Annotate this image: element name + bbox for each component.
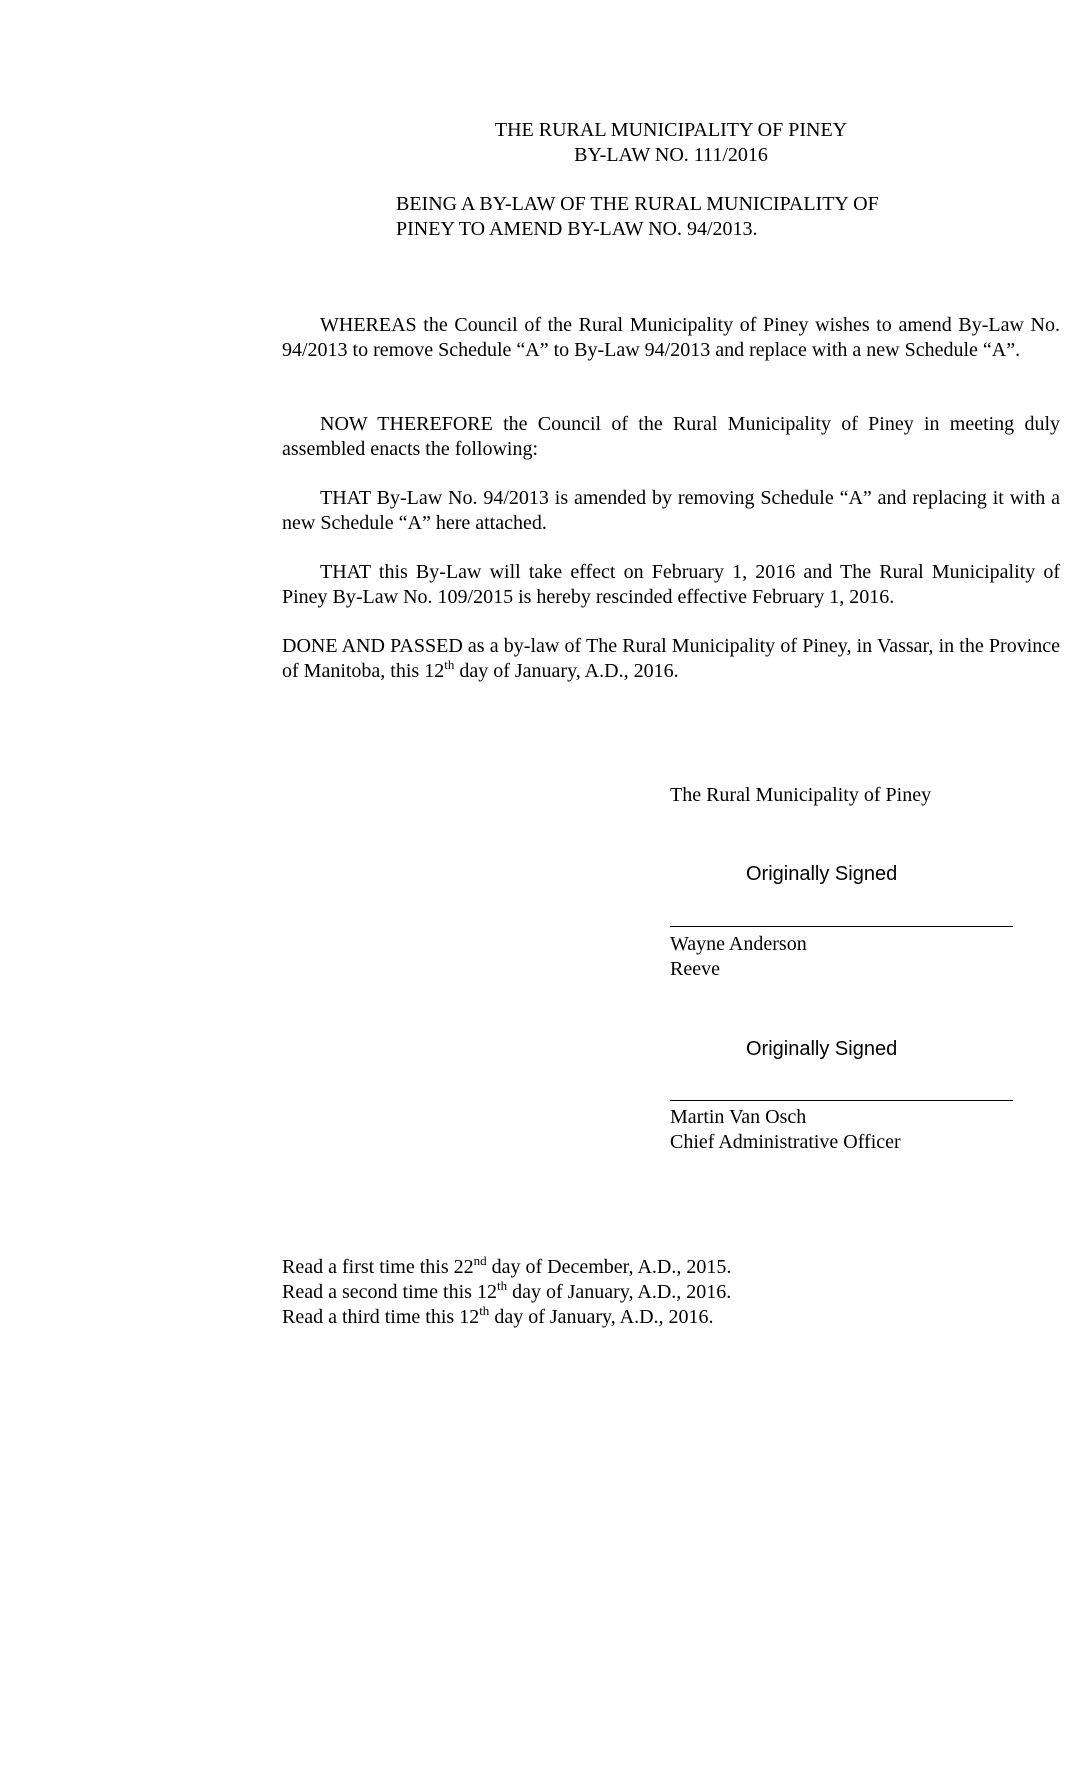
signer2-signature-line [670, 1100, 1013, 1101]
subtitle-line-2: PINEY TO AMEND BY-LAW NO. 94/2013. [396, 218, 758, 240]
signer1-signature-line [670, 926, 1013, 927]
signing-entity: The Rural Municipality of Piney [670, 784, 932, 806]
reading-third: Read a third time this 12th day of January, A.D., 2016. [282, 1303, 714, 1328]
municipality-title: THE RURAL MUNICIPALITY OF PINEY [494, 119, 848, 141]
done-text-end: day of January, A.D., 2016. [454, 660, 679, 682]
bylaw-subtitle [396, 192, 879, 242]
now-therefore-paragraph: NOW THEREFORE the Council of the Rural Municipality of Piney in meeting duly assembled enacts the following: [282, 413, 1060, 460]
done-and-passed-paragraph [282, 634, 1060, 684]
signer1-signed-note: Originally Signed [746, 863, 898, 885]
signer1-title: Reeve [670, 958, 720, 980]
signer1-name: Wayne Anderson [670, 933, 807, 955]
signer2-signed-note: Originally Signed [746, 1038, 898, 1060]
bylaw-number: BY-LAW NO. 111/2016 [574, 144, 768, 166]
amendment-paragraph: THAT By-Law No. 94/2013 is amended by removing Schedule “A” and replacing it with a new Schedule “A” here attached. [282, 487, 1060, 534]
subtitle-line-1: BEING A BY-LAW OF THE RURAL MUNICIPALITY OF [396, 193, 879, 215]
signer2-title: Chief Administrative Officer [670, 1131, 901, 1153]
whereas-paragraph: WHEREAS the Council of the Rural Municipality of Piney wishes to amend By-Law No. 94/2013 to remove Schedule “A” to By-Law 94/2013 and replace with a new Schedule “A”. [282, 314, 1060, 361]
readings-block [282, 1255, 731, 1330]
bylaw-header [282, 118, 1060, 168]
effective-date-paragraph: THAT this By-Law will take effect on February 1, 2016 and The Rural Municipality of Piney By-Law No. 109/2015 is hereby rescinded effective February 1, 2016. [282, 561, 1060, 608]
done-ordinal: th [444, 657, 455, 672]
reading-first: Read a first time this 22nd day of December, A.D., 2015. [282, 1253, 732, 1278]
signer2-name: Martin Van Osch [670, 1106, 807, 1128]
done-text: DONE AND PASSED as a by-law of The Rural Municipality of Piney, in Vassar, in the Province of Manitoba, this 12 [282, 635, 1060, 682]
reading-second: Read a second time this 12th day of January, A.D., 2016. [282, 1278, 732, 1303]
